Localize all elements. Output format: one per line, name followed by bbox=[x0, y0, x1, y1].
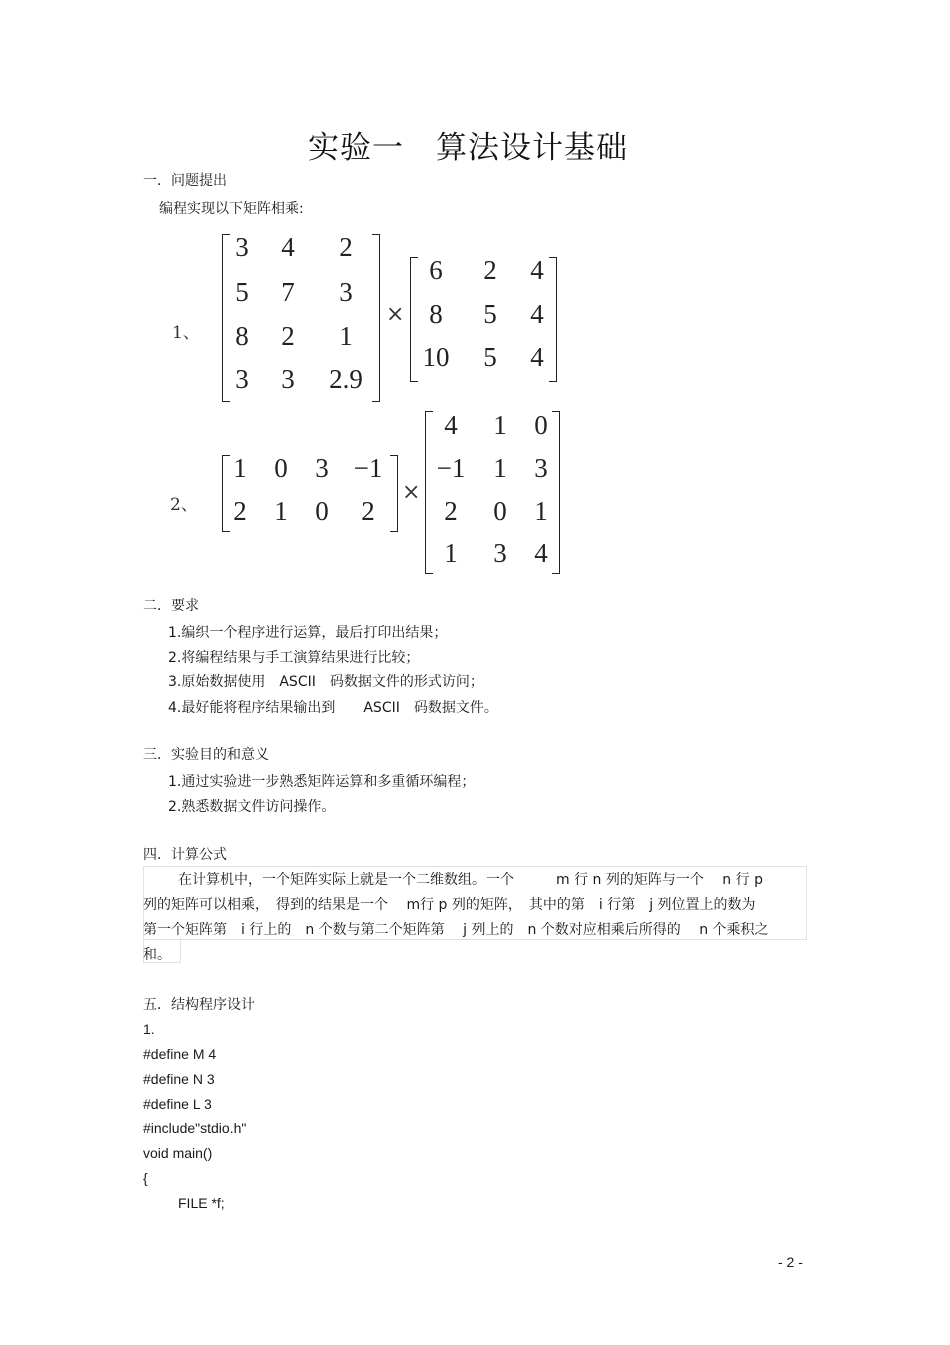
matrix-cell: 1 bbox=[274, 496, 288, 526]
purpose-item: 2.熟悉数据文件访问操作。 bbox=[168, 799, 336, 815]
matrix-cell: 3 bbox=[534, 453, 548, 483]
matrix-cell: 1 bbox=[493, 410, 507, 440]
section-1-intro: 编程实现以下矩阵相乘: bbox=[159, 201, 304, 217]
matrix-bracket-right bbox=[549, 257, 557, 382]
matrix-cell: 3 bbox=[235, 364, 249, 394]
matrix-bracket-right bbox=[372, 234, 380, 402]
matrix-cell: 2.9 bbox=[329, 364, 363, 394]
matrix-cell: 0 bbox=[534, 410, 548, 440]
code-line: #define M 4 bbox=[143, 1046, 217, 1062]
matrix-bracket-right bbox=[552, 411, 560, 574]
matrix-cell: 2 bbox=[281, 321, 295, 351]
requirement-item: 1.编织一个程序进行运算，最后打印出结果； bbox=[168, 625, 448, 641]
matrix-cell: 0 bbox=[274, 453, 288, 483]
section-3-heading: 三．实验目的和意义 bbox=[143, 747, 269, 763]
matrix-cell: 1 bbox=[493, 453, 507, 483]
code-line: void main() bbox=[143, 1145, 213, 1161]
matrix-cell: 4 bbox=[530, 342, 544, 372]
matrix-cell: 4 bbox=[534, 538, 548, 568]
matrix-cell: 6 bbox=[429, 255, 443, 285]
matrix-cell: 3 bbox=[281, 364, 295, 394]
code-line: FILE *f; bbox=[178, 1195, 225, 1211]
matrix-cell: 2 bbox=[361, 496, 375, 526]
matrix-cell: 10 bbox=[422, 342, 450, 372]
section-4-heading: 四．计算公式 bbox=[143, 847, 227, 863]
multiply-sign: × bbox=[402, 480, 421, 505]
page-number: - 2 - bbox=[778, 1254, 803, 1270]
matrix-cell: 2 bbox=[339, 232, 353, 262]
matrix-cell: 0 bbox=[315, 496, 329, 526]
matrix-cell: 2 bbox=[444, 496, 458, 526]
matrix-cell: −1 bbox=[353, 453, 383, 483]
formula-line: 和。 bbox=[143, 947, 171, 963]
code-line: #define N 3 bbox=[143, 1071, 215, 1087]
matrix-cell: 3 bbox=[235, 232, 249, 262]
matrix-bracket-right bbox=[390, 455, 398, 532]
purpose-item: 1.通过实验进一步熟悉矩阵运算和多重循环编程； bbox=[168, 774, 476, 790]
matrix-cell: 2 bbox=[233, 496, 247, 526]
section-5-heading: 五．结构程序设计 bbox=[143, 997, 255, 1013]
matrix-cell: −1 bbox=[436, 453, 466, 483]
matrix-cell: 2 bbox=[483, 255, 497, 285]
matrix-cell: 4 bbox=[530, 299, 544, 329]
matrix-cell: 7 bbox=[281, 277, 295, 307]
problem-1-label: 1、 bbox=[172, 323, 200, 343]
matrix-cell: 1 bbox=[444, 538, 458, 568]
code-line: #include"stdio.h" bbox=[143, 1120, 247, 1136]
matrix-cell: 3 bbox=[339, 277, 353, 307]
matrix-cell: 5 bbox=[235, 277, 249, 307]
matrix-cell: 8 bbox=[429, 299, 443, 329]
matrix-cell: 1 bbox=[534, 496, 548, 526]
matrix-cell: 5 bbox=[483, 342, 497, 372]
matrix-cell: 3 bbox=[493, 538, 507, 568]
matrix-cell: 4 bbox=[444, 410, 458, 440]
requirement-item: 4.最好能将程序结果输出到 ASCII 码数据文件。 bbox=[168, 700, 498, 716]
formula-line: 在计算机中，一个矩阵实际上就是一个二维数组。一个 m 行 n 列的矩阵与一个 n 行 p bbox=[178, 872, 763, 888]
matrix-cell: 1 bbox=[233, 453, 247, 483]
section-1-heading: 一．问题提出 bbox=[143, 173, 227, 189]
matrix-cell: 1 bbox=[339, 321, 353, 351]
formula-line: 第一个矩阵第 i 行上的 n 个数与第二个矩阵第 j 列上的 n 个数对应相乘后所得的 n 个乘积之 bbox=[143, 922, 769, 938]
problem-2-label: 2、 bbox=[170, 495, 198, 515]
code-line: 1. bbox=[143, 1021, 155, 1037]
matrix-cell: 4 bbox=[530, 255, 544, 285]
matrix-cell: 0 bbox=[493, 496, 507, 526]
matrix-cell: 3 bbox=[315, 453, 329, 483]
matrix-bracket-left bbox=[222, 234, 230, 402]
matrix-cell: 4 bbox=[281, 232, 295, 262]
matrix-bracket-left bbox=[425, 411, 433, 574]
section-2-heading: 二．要求 bbox=[143, 598, 199, 614]
formula-line: 列的矩阵可以相乘， 得到的结果是一个 m行 p 列的矩阵， 其中的第 i 行第 j 列位置上的数为 bbox=[143, 897, 756, 913]
matrix-cell: 5 bbox=[483, 299, 497, 329]
code-line: #define L 3 bbox=[143, 1096, 212, 1112]
matrix-bracket-left bbox=[222, 455, 230, 532]
code-line: { bbox=[143, 1170, 148, 1186]
multiply-sign: × bbox=[386, 302, 405, 327]
matrix-bracket-left bbox=[410, 257, 418, 382]
page-title: 实验一 算法设计基础 bbox=[308, 130, 628, 166]
requirement-item: 3.原始数据使用 ASCII 码数据文件的形式访问； bbox=[168, 674, 484, 690]
requirement-item: 2.将编程结果与手工演算结果进行比较； bbox=[168, 650, 420, 666]
matrix-cell: 8 bbox=[235, 321, 249, 351]
